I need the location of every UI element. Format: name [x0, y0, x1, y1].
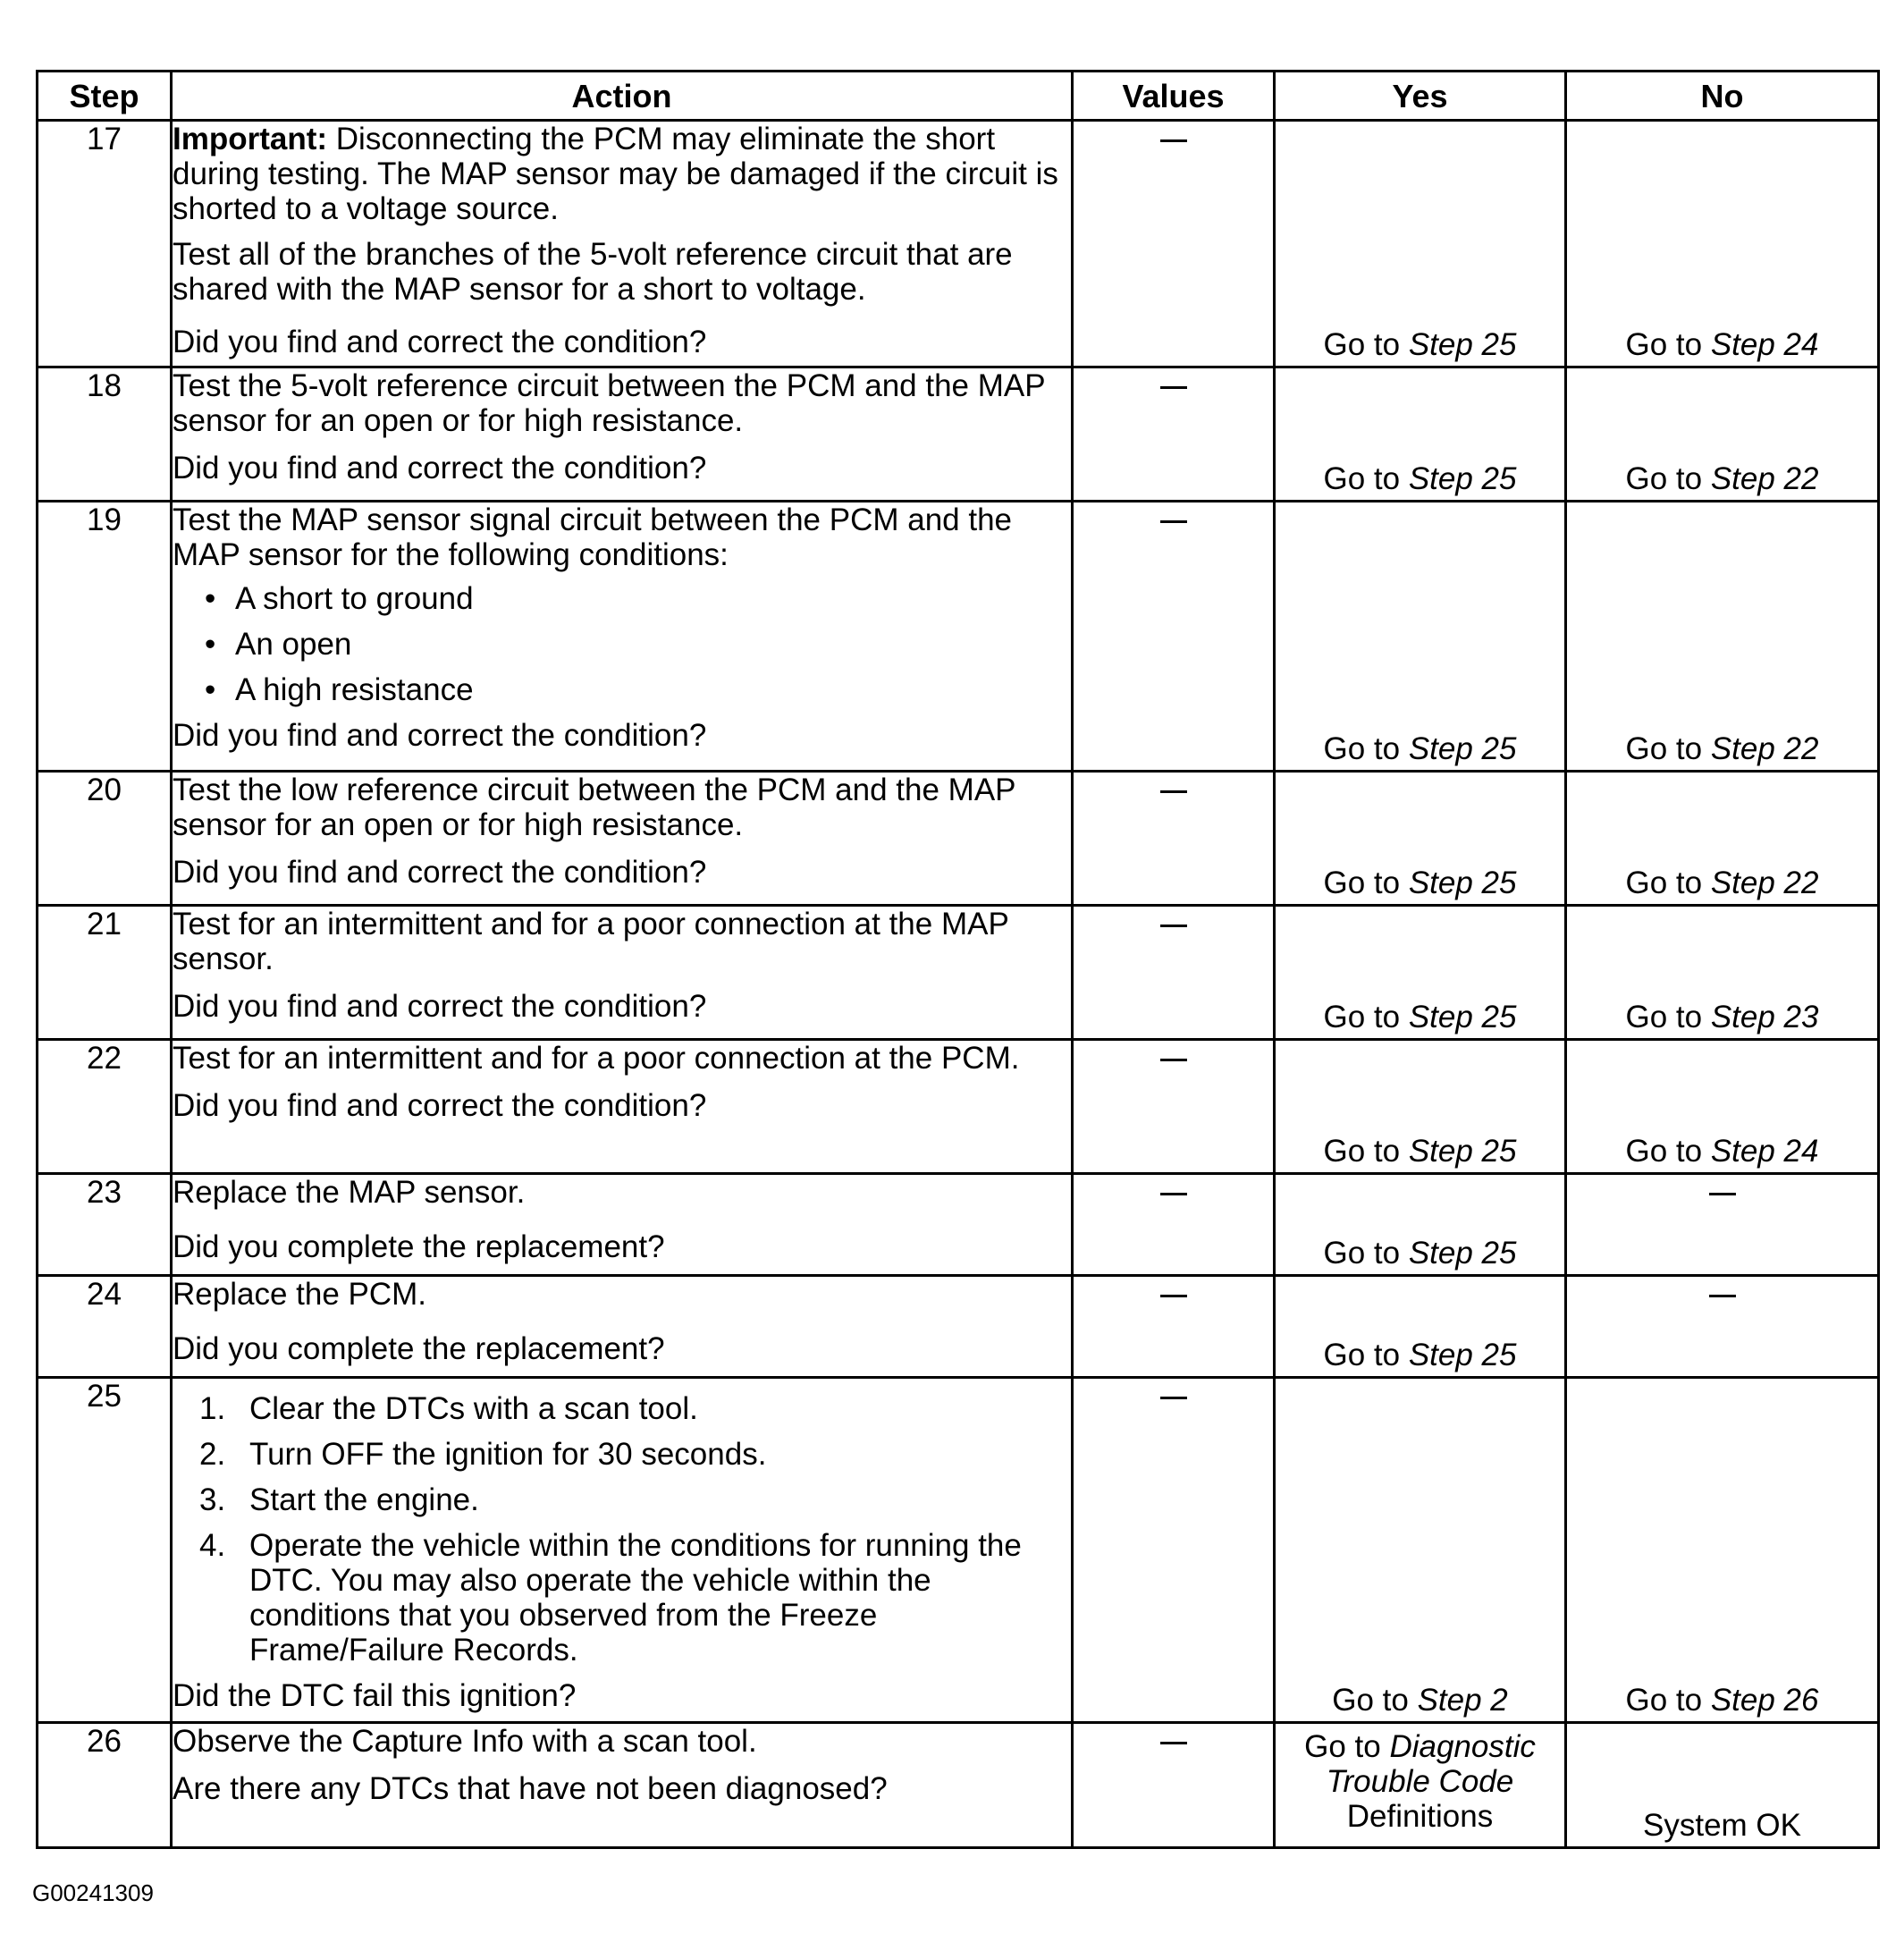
values-cell: [1073, 367, 1275, 502]
action-cell: [172, 772, 1073, 906]
table-row: [38, 1723, 1879, 1848]
yes-goto[interactable]: [1276, 1724, 1564, 1839]
goto-step: Step 25: [1408, 1134, 1517, 1169]
yes-cell: [1275, 772, 1566, 906]
dash-mark: [1709, 1295, 1736, 1297]
dash-mark: [1160, 1742, 1187, 1744]
goto-prefix: Go to: [1625, 866, 1711, 900]
action-text: Test for an intermittent and for a poor connection at the MAP sensor.: [173, 907, 1009, 976]
list-text: Operate the vehicle within the conditions for running the DTC. You may also operate the vehicle within the conditions that you observed from the Freeze Frame/Failure Records.: [249, 1528, 1022, 1668]
dash-mark: [1160, 1193, 1187, 1195]
dash-mark: [1160, 1295, 1187, 1297]
action-cell: [172, 121, 1073, 367]
no-goto[interactable]: [1567, 1683, 1877, 1718]
important-label: Important:: [173, 122, 328, 156]
goto-prefix: Go to: [1323, 327, 1409, 362]
action-question: Did you find and correct the condition?: [173, 855, 707, 890]
yes-goto[interactable]: [1276, 1683, 1564, 1718]
values-cell: [1073, 1723, 1275, 1848]
goto-step: Step 26: [1710, 1683, 1819, 1718]
values-cell: [1073, 772, 1275, 906]
values-cell: [1073, 121, 1275, 367]
goto-prefix: Go to: [1323, 1134, 1409, 1169]
header-yes: Yes: [1275, 72, 1566, 121]
action-question: Did you find and correct the condition?: [173, 451, 707, 486]
action-question: Are there any DTCs that have not been diagnosed?: [173, 1771, 888, 1806]
goto-step: Step 25: [1408, 866, 1517, 900]
goto-target: Diagnostic Trouble Code: [1326, 1729, 1536, 1799]
diagnostic-table-container: [36, 70, 1877, 1849]
action-question: Did you find and correct the condition?: [173, 989, 707, 1024]
goto-step: Step 22: [1710, 866, 1819, 900]
goto-prefix: Go to: [1625, 1134, 1711, 1169]
step-number: 21: [38, 906, 172, 1040]
no-cell: [1566, 1723, 1879, 1848]
condition-list: [173, 581, 1071, 707]
procedure-list: [173, 1391, 1071, 1668]
action-text: Replace the PCM.: [173, 1277, 427, 1312]
action-question: Did you complete the replacement?: [173, 1229, 665, 1264]
important-note: [173, 122, 1071, 226]
list-item: • A high resistance: [173, 672, 1071, 707]
step-number: 26: [38, 1723, 172, 1848]
goto-step: Step 25: [1408, 1000, 1517, 1034]
goto-prefix: Go to: [1625, 461, 1711, 496]
list-item: [173, 1391, 1071, 1426]
goto-step: Step 24: [1710, 327, 1819, 362]
step-number: 25: [38, 1378, 172, 1723]
dash-mark: [1160, 790, 1187, 793]
list-item: • A short to ground: [173, 581, 1071, 616]
action-cell: [172, 1040, 1073, 1174]
dash-mark: [1160, 386, 1187, 389]
figure-id: G00241309: [32, 1879, 154, 1906]
goto-step: Step 25: [1408, 327, 1517, 362]
yes-cell: [1275, 1174, 1566, 1276]
list-number: 3.: [199, 1482, 226, 1517]
table-row: [38, 772, 1879, 906]
goto-prefix: Go to: [1625, 731, 1711, 766]
dash-mark: [1160, 1397, 1187, 1399]
no-cell: [1566, 1378, 1879, 1723]
no-goto[interactable]: [1567, 1000, 1877, 1034]
list-item: [173, 1482, 1071, 1517]
list-text: Clear the DTCs with a scan tool.: [249, 1391, 698, 1426]
no-cell: [1566, 1174, 1879, 1276]
step-number: 24: [38, 1276, 172, 1378]
no-cell: [1566, 772, 1879, 906]
no-goto[interactable]: [1567, 731, 1877, 766]
yes-cell: [1275, 1378, 1566, 1723]
yes-goto[interactable]: [1276, 327, 1564, 362]
goto-step: Step 25: [1408, 461, 1517, 496]
goto-step: Step 23: [1710, 1000, 1819, 1034]
goto-step: Step 22: [1710, 461, 1819, 496]
dash-mark: [1709, 1193, 1736, 1195]
list-number: 1.: [199, 1391, 226, 1426]
list-number: 2.: [199, 1437, 226, 1472]
action-cell: [172, 502, 1073, 772]
yes-cell: [1275, 1040, 1566, 1174]
action-cell: [172, 1723, 1073, 1848]
list-text: Turn OFF the ignition for 30 seconds.: [249, 1437, 767, 1472]
yes-goto[interactable]: [1276, 1338, 1564, 1372]
yes-cell: [1275, 121, 1566, 367]
goto-prefix: Go to: [1625, 327, 1711, 362]
action-cell: [172, 367, 1073, 502]
goto-prefix: Go to: [1625, 1683, 1711, 1718]
no-cell: [1566, 1040, 1879, 1174]
important-text: Disconnecting the PCM may eliminate the short during testing. The MAP sensor may be damaged if the circuit is shorted to a voltage source.: [173, 122, 1058, 226]
header-step: Step: [38, 72, 172, 121]
list-item: [173, 1528, 1071, 1668]
action-text: Test for an intermittent and for a poor connection at the PCM.: [173, 1041, 1020, 1076]
header-row: [38, 72, 1879, 121]
dash-mark: [1160, 139, 1187, 142]
no-goto[interactable]: [1567, 866, 1877, 900]
goto-prefix: Go to: [1323, 1236, 1409, 1271]
no-cell: [1566, 906, 1879, 1040]
list-number: 4.: [199, 1528, 226, 1563]
goto-prefix: Go to: [1625, 1000, 1711, 1034]
list-item: • An open: [173, 627, 1071, 662]
action-text: Observe the Capture Info with a scan tool.: [173, 1724, 757, 1759]
yes-cell: [1275, 1723, 1566, 1848]
dash-mark: [1160, 925, 1187, 927]
diagnostic-table: [36, 70, 1880, 1849]
yes-goto[interactable]: [1276, 866, 1564, 900]
header-values: Values: [1073, 72, 1275, 121]
no-goto[interactable]: [1567, 1134, 1877, 1169]
table-row: [38, 502, 1879, 772]
yes-cell: [1275, 502, 1566, 772]
table-row: [38, 367, 1879, 502]
values-cell: [1073, 502, 1275, 772]
no-cell: [1566, 367, 1879, 502]
table-row: [38, 1174, 1879, 1276]
action-question: Did you complete the replacement?: [173, 1331, 665, 1366]
table-row: [38, 121, 1879, 367]
step-number: 19: [38, 502, 172, 772]
values-cell: [1073, 1378, 1275, 1723]
action-cell: [172, 1174, 1073, 1276]
no-cell: [1566, 502, 1879, 772]
action-cell: [172, 1378, 1073, 1723]
header-action: Action: [172, 72, 1073, 121]
no-cell: [1566, 1276, 1879, 1378]
values-cell: [1073, 1276, 1275, 1378]
no-cell: [1566, 121, 1879, 367]
no-goto[interactable]: [1567, 461, 1877, 496]
goto-prefix: Go to: [1323, 1338, 1409, 1372]
goto-step: Step 25: [1408, 731, 1517, 766]
table-row: [38, 906, 1879, 1040]
yes-cell: [1275, 906, 1566, 1040]
dash-mark: [1160, 1059, 1187, 1061]
goto-prefix: Go to: [1323, 866, 1409, 900]
action-question: Did the DTC fail this ignition?: [173, 1678, 577, 1713]
action-question: Did you find and correct the condition?: [173, 325, 707, 359]
action-text: Test all of the branches of the 5-volt reference circuit that are shared with the MAP sensor for a short to voltage.: [173, 237, 1013, 307]
step-number: 23: [38, 1174, 172, 1276]
yes-cell: [1275, 1276, 1566, 1378]
step-number: 17: [38, 121, 172, 367]
goto-prefix: Go to: [1323, 461, 1409, 496]
yes-goto[interactable]: [1276, 1236, 1564, 1271]
goto-prefix: Go to: [1323, 1000, 1409, 1034]
goto-suffix: Definitions: [1346, 1799, 1494, 1834]
action-text: Test the low reference circuit between the PCM and the MAP sensor for an open or for high resistance.: [173, 773, 1015, 842]
goto-step: Step 25: [1408, 1338, 1517, 1372]
list-item: [173, 1437, 1071, 1472]
action-question: Did you find and correct the condition?: [173, 1088, 707, 1123]
yes-goto[interactable]: [1276, 1000, 1564, 1034]
goto-step: Step 25: [1408, 1236, 1517, 1271]
action-text: Replace the MAP sensor.: [173, 1175, 526, 1210]
no-goto[interactable]: [1567, 327, 1877, 362]
yes-goto[interactable]: [1276, 1134, 1564, 1169]
header-no: No: [1566, 72, 1879, 121]
goto-prefix: Go to: [1323, 731, 1409, 766]
values-cell: [1073, 906, 1275, 1040]
values-cell: [1073, 1174, 1275, 1276]
no-result: System OK: [1643, 1808, 1801, 1843]
goto-step: Step 22: [1710, 731, 1819, 766]
action-cell: [172, 1276, 1073, 1378]
yes-goto[interactable]: [1276, 731, 1564, 766]
action-text: Test the 5-volt reference circuit between the PCM and the MAP sensor for an open or for high resistance.: [173, 368, 1045, 438]
table-row: [38, 1378, 1879, 1723]
action-question: Did you find and correct the condition?: [173, 718, 707, 753]
table-row: [38, 1276, 1879, 1378]
list-text: Start the engine.: [249, 1482, 479, 1517]
step-number: 20: [38, 772, 172, 906]
table-row: [38, 1040, 1879, 1174]
step-number: 18: [38, 367, 172, 502]
dash-mark: [1160, 520, 1187, 523]
action-text: Test the MAP sensor signal circuit between the PCM and the MAP sensor for the following conditions:: [173, 502, 1013, 572]
goto-prefix: Go to: [1332, 1683, 1418, 1718]
goto-step: Step 24: [1710, 1134, 1819, 1169]
yes-cell: [1275, 367, 1566, 502]
goto-step: Step 2: [1417, 1683, 1508, 1718]
goto-prefix: Go to: [1304, 1729, 1390, 1764]
step-number: 22: [38, 1040, 172, 1174]
yes-goto[interactable]: [1276, 461, 1564, 496]
action-cell: [172, 906, 1073, 1040]
values-cell: [1073, 1040, 1275, 1174]
